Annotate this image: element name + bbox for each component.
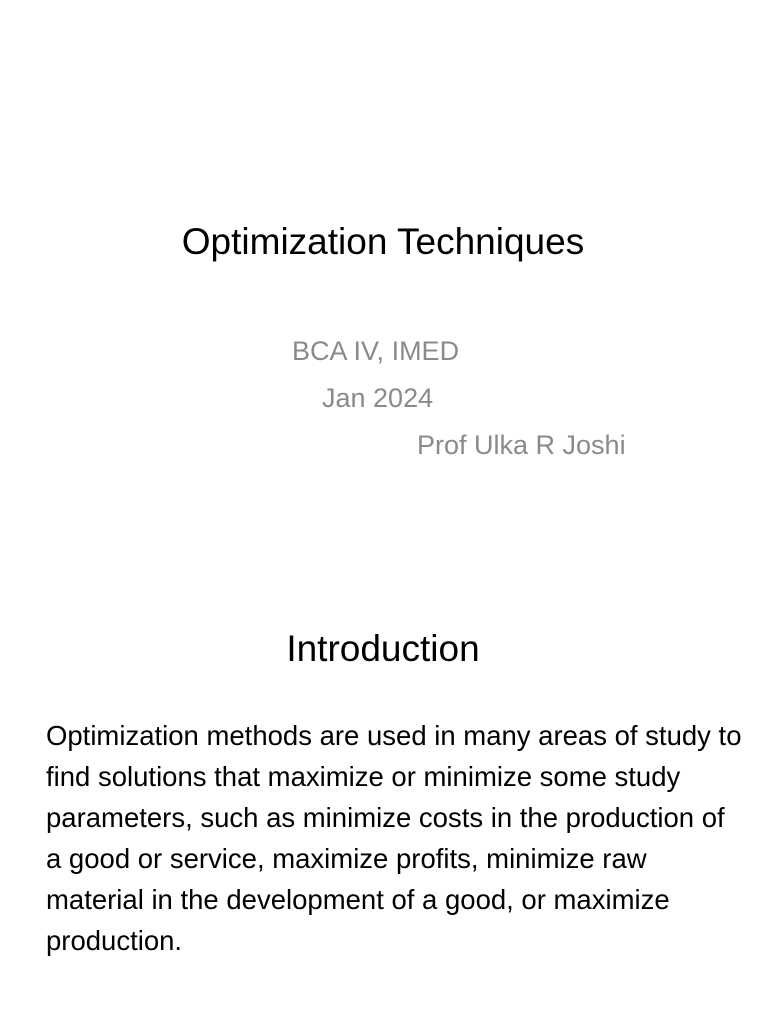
date-line: Jan 2024	[322, 383, 434, 413]
course-line: BCA IV, IMED	[292, 336, 460, 366]
author-line: Prof Ulka R Joshi	[417, 430, 626, 460]
introduction-paragraph: Optimization methods are used in many areas of study to find solutions that maximize or minimize some study parameters, such as minimize costs in the production of a good or service, maximize profits, minimize raw material in the development of a good, or maximize production.	[46, 720, 742, 956]
section-heading-introduction: Introduction	[286, 628, 480, 669]
presentation-title: Optimization Techniques	[181, 221, 585, 262]
